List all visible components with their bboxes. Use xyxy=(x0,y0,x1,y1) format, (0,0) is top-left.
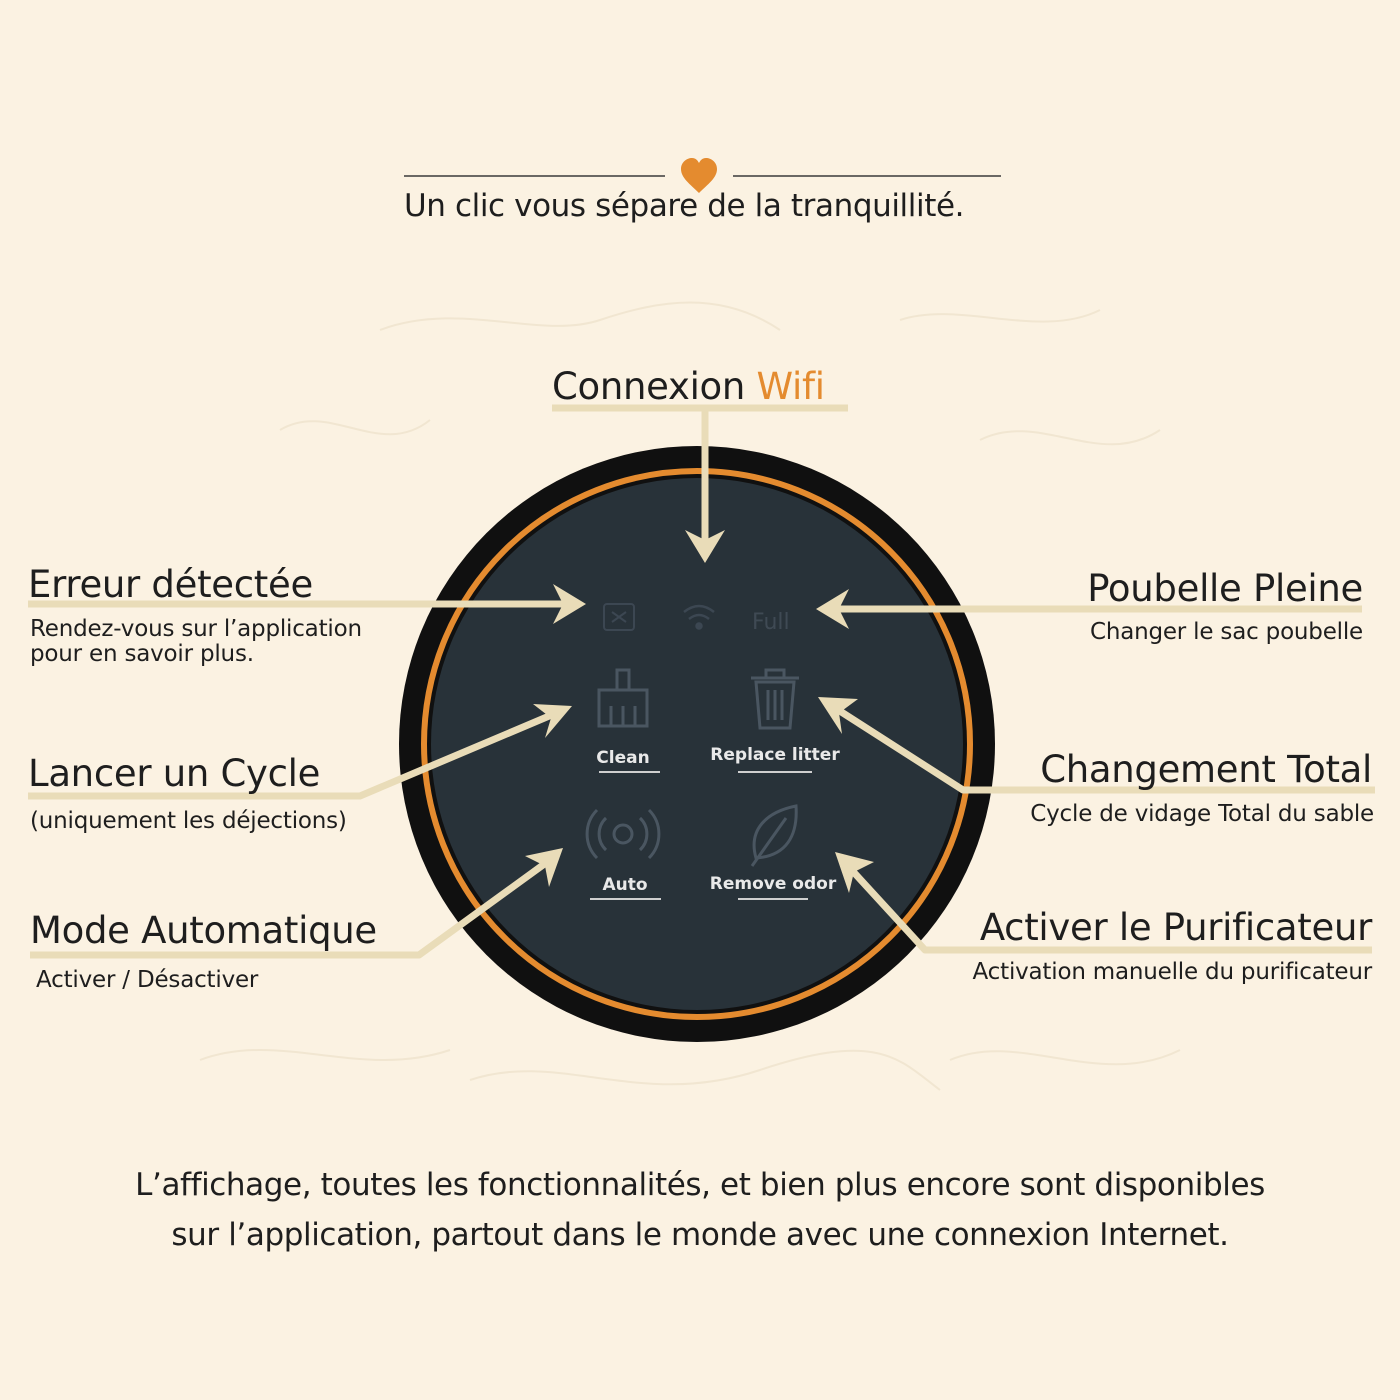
callout-cycle-title: Lancer un Cycle xyxy=(28,752,321,795)
callout-wifi-title-b: Wifi xyxy=(756,365,825,408)
full-indicator: Full xyxy=(752,610,790,635)
callout-full-title: Poubelle Pleine xyxy=(1087,567,1363,610)
replace-litter-button-label: Replace litter xyxy=(710,745,840,765)
callout-total-title: Changement Total xyxy=(1040,748,1372,791)
callout-full-sub: Changer le sac poubelle xyxy=(1089,619,1363,645)
clean-button-label: Clean xyxy=(596,748,650,768)
callout-error-sub1: Rendez-vous sur l’application xyxy=(30,616,362,642)
footer-line-2: sur l’application, partout dans le monde avec une connexion Internet. xyxy=(171,1217,1229,1253)
callout-cycle-sub: (uniquement les déjections) xyxy=(30,808,347,834)
callout-auto-sub: Activer / Désactiver xyxy=(36,967,259,993)
auto-button-label: Auto xyxy=(602,875,648,895)
callout-purifier-sub: Activation manuelle du purificateur xyxy=(972,959,1372,985)
callout-wifi-title-a: Connexion xyxy=(552,365,746,408)
callout-total-sub: Cycle de vidage Total du sable xyxy=(1030,801,1374,827)
callout-error-sub2: pour en savoir plus. xyxy=(30,641,254,667)
callout-purifier-title: Activer le Purificateur xyxy=(979,906,1372,949)
tagline: Un clic vous sépare de la tranquillité. xyxy=(404,188,965,224)
callout-auto-title: Mode Automatique xyxy=(30,909,377,952)
callout-wifi-title xyxy=(552,365,825,408)
remove-odor-button-label: Remove odor xyxy=(709,874,837,894)
trash-bin-icon xyxy=(751,670,799,728)
callout-error-title: Erreur détectée xyxy=(28,563,313,606)
footer-line-1: L’affichage, toutes les fonctionnalités, et bien plus encore sont disponibles xyxy=(135,1167,1265,1203)
